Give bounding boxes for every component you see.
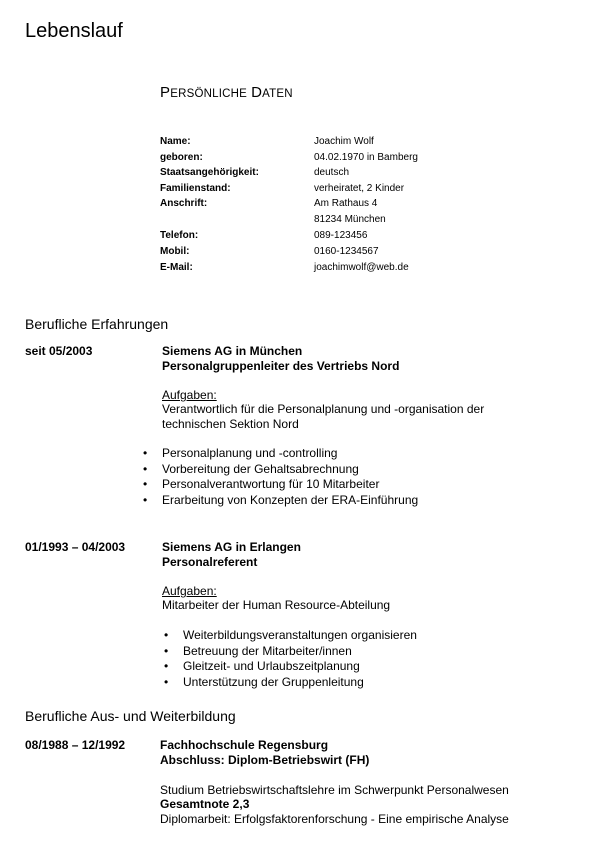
list-item: • Weiterbildungsveranstaltungen organisieren bbox=[164, 628, 417, 642]
address-label: Anschrift: bbox=[160, 198, 208, 209]
job-1-company: Siemens AG in München bbox=[162, 344, 303, 358]
job-1-tasks-label: Aufgaben: bbox=[162, 388, 217, 402]
job-2-date: 01/1993 – 04/2003 bbox=[25, 540, 126, 554]
experience-heading: Berufliche Erfahrungen bbox=[25, 316, 169, 332]
job-1-tasks-line-2: technischen Sektion Nord bbox=[162, 417, 299, 431]
birth-value: 04.02.1970 in Bamberg bbox=[314, 152, 418, 163]
personal-data-heading: PERSÖNLICHE DATEN bbox=[160, 84, 293, 101]
education-date: 08/1988 – 12/1992 bbox=[25, 738, 126, 752]
bullet-icon: • bbox=[143, 492, 148, 507]
job-1-tasks-line-1: Verantwortlich für die Personalplanung und -organisation der bbox=[162, 402, 485, 416]
job-2-tasks-line-1: Mitarbeiter der Human Resource-Abteilung bbox=[162, 598, 391, 612]
list-item: • Gleitzeit- und Urlaubszeitplanung bbox=[164, 659, 360, 673]
mobile-value: 0160-1234567 bbox=[314, 246, 379, 257]
phone-label: Telefon: bbox=[160, 230, 199, 241]
education-school: Fachhochschule Regensburg bbox=[160, 738, 329, 752]
list-item: • Vorbereitung der Gehaltsabrechnung bbox=[143, 461, 359, 476]
marital-status-label: Familienstand: bbox=[160, 183, 231, 194]
address-city-value: 81234 München bbox=[314, 214, 386, 225]
education-grade: Gesamtnote 2,3 bbox=[160, 797, 250, 811]
job-1-role: Personalgruppenleiter des Vertriebs Nord bbox=[162, 359, 400, 373]
name-label: Name: bbox=[160, 136, 191, 147]
bullet-icon: • bbox=[164, 659, 169, 673]
nationality-label: Staatsangehörigkeit: bbox=[160, 167, 259, 178]
job-1-date: seit 05/2003 bbox=[25, 344, 93, 358]
phone-value: 089-123456 bbox=[314, 230, 368, 241]
list-item: • Personalverantwortung für 10 Mitarbeiter bbox=[143, 477, 380, 491]
name-value: Joachim Wolf bbox=[314, 136, 374, 147]
list-item: • Unterstützung der Gruppenleitung bbox=[164, 674, 364, 689]
education-thesis: Diplomarbeit: Erfolgsfaktorenforschung - Eine empirische Analyse bbox=[160, 812, 509, 826]
email-label: E-Mail: bbox=[160, 262, 193, 273]
job-2-company: Siemens AG in Erlangen bbox=[162, 540, 301, 554]
bullet-icon: • bbox=[164, 628, 169, 642]
bullet-icon: • bbox=[164, 674, 169, 689]
bullet-icon: • bbox=[143, 477, 148, 491]
birth-label: geboren: bbox=[160, 152, 203, 163]
page-title: Lebenslauf bbox=[25, 20, 123, 42]
nationality-value: deutsch bbox=[314, 167, 350, 178]
job-2-role: Personalreferent bbox=[162, 555, 258, 569]
list-item: • Betreuung der Mitarbeiter/innen bbox=[164, 643, 352, 658]
list-item: • Erarbeitung von Konzepten der ERA-Einführung bbox=[143, 492, 419, 507]
job-2-bullet-list bbox=[164, 628, 417, 690]
education-study: Studium Betriebswirtschaftslehre im Schwerpunkt Personalwesen bbox=[160, 783, 509, 797]
marital-status-value: verheiratet, 2 Kinder bbox=[314, 183, 405, 194]
list-item: • Personalplanung und -controlling bbox=[143, 446, 338, 460]
mobile-label: Mobil: bbox=[160, 246, 190, 257]
bullet-icon: • bbox=[164, 643, 169, 658]
address-street-value: Am Rathaus 4 bbox=[314, 198, 378, 209]
job-2-tasks-label: Aufgaben: bbox=[162, 584, 217, 598]
job-1-bullet-list bbox=[143, 446, 419, 508]
bullet-icon: • bbox=[143, 446, 148, 460]
education-heading: Berufliche Aus- und Weiterbildung bbox=[25, 708, 236, 724]
email-value: joachimwolf@web.de bbox=[314, 262, 409, 273]
bullet-icon: • bbox=[143, 461, 148, 476]
education-degree: Abschluss: Diplom-Betriebswirt (FH) bbox=[160, 753, 370, 767]
